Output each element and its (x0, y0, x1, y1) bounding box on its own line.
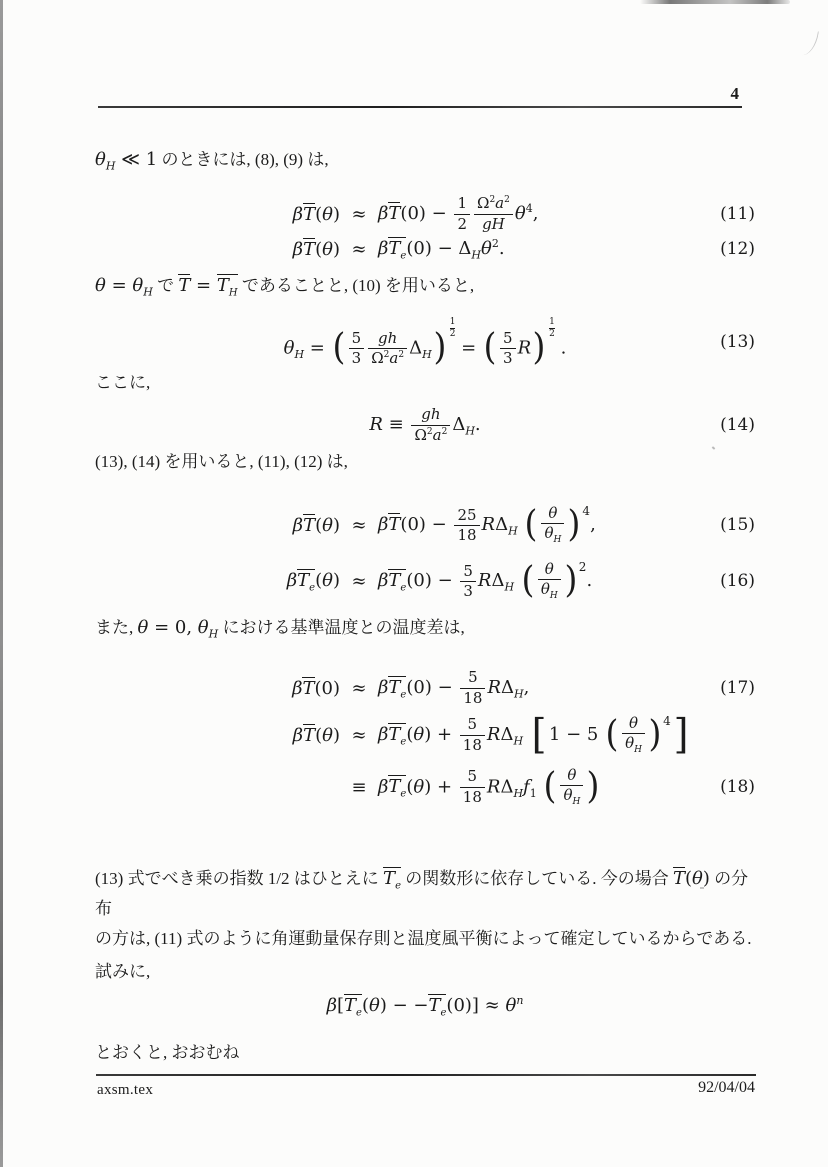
equation-number-15: (15) (720, 515, 755, 535)
equation-number-14: (14) (720, 415, 755, 435)
paragraph-here: ここに, (95, 373, 151, 392)
equation-13 (95, 314, 755, 370)
equation-number-13: (13) (720, 332, 755, 352)
equation-15-relation: ≈ (351, 514, 367, 536)
equation-number-12: (12) (720, 239, 755, 259)
footer-filename: axsm.tex (97, 1082, 154, 1098)
footer-rule (96, 1074, 756, 1076)
equation-11-lhs: βT(θ) (292, 204, 340, 225)
equation-16-lhs: $\beta T_e(\theta)$ (286, 569, 340, 594)
equation-11 (95, 188, 755, 240)
scan-artifact-page-curl (798, 29, 819, 57)
equation-18-relation-approx: ≈ (351, 724, 367, 746)
equation-number-18: (18) (720, 777, 755, 797)
equation-17 (95, 669, 755, 707)
equation-18-relation-equiv: ≡ (351, 776, 367, 798)
paragraph-discussion-line2: の方は, (11) 式のように角運動量保存則と温度風平衡によって確定しているからである. (95, 929, 752, 948)
equation-17-rhs: $\beta T_e(0)$ − $\frac{5}{18}$ $R\Delta_H$, (378, 668, 530, 707)
equation-13-body: $\theta_H$ = ( $\frac{5}{3}$ $\frac{gh}{\Omega^2a^2}$ $\Delta_H$) $\frac{1}{2}$ = ( $\frac{5}{3}$ R) $\frac{1}{2}$ . (283, 317, 567, 369)
equation-15-rhs: βT(0) − $\frac{25}{18}$ $R\Delta_H$ ( $\frac{\theta}{\theta_H}$ ) $^4$, (378, 504, 596, 546)
paragraph-discussion-line1: (13) 式でべき乗の指数 1/2 はひとえに $T_e$ の関数形に依存している. 今の場合 T(θ) の分布 (95, 868, 749, 918)
equation-15 (95, 497, 755, 553)
equation-trial-body: $\beta[T_e(\theta) - -T_e(0)] \approx \theta^n$ (326, 993, 524, 1019)
paragraph-boundary-condition: $\theta = \theta_H$ で $T = T_H$ であることと, (10) を用いると, (95, 275, 475, 299)
equation-18-rhs-line2: $\beta T_e(\theta)$ + $\frac{5}{18}$ $R\Delta_Hf_1$ ( $\frac{\theta}{\theta_H}$ ) (378, 765, 600, 807)
paragraph-discussion (95, 864, 759, 954)
paragraph-then-roughly: とおくと, おおむね (95, 1043, 240, 1062)
equation-16 (95, 553, 755, 609)
equation-number-16: (16) (720, 571, 755, 591)
equation-18-lhs: βT(θ) (292, 725, 340, 746)
equation-number-17: (17) (720, 678, 755, 698)
equation-18-line1 (95, 706, 755, 764)
paragraph-trial: 試みに, (95, 962, 151, 981)
equation-14 (95, 402, 755, 448)
equation-number-11: (11) (720, 204, 755, 224)
page-number: 4 (730, 84, 739, 103)
equation-12-relation: ≈ (351, 238, 367, 260)
footer-date: 92/04/04 (698, 1079, 755, 1096)
equation-trial (95, 992, 755, 1020)
equation-16-rhs: $\beta T_e(0)$ − $\frac{5}{3}$ $R\Delta_H$ ( $\frac{\theta}{\theta_H}$ ) $^2$. (378, 560, 593, 602)
equation-17-lhs: βT(0) (292, 678, 340, 699)
paragraph-theta-condition: $\theta_H$ ≪ 1 のときには, (8), (9) は, (95, 149, 329, 173)
paragraph-temperature-difference: また, θ = 0, $\theta_H$ における基準温度との温度差は, (95, 617, 465, 641)
equation-15-lhs: βT(θ) (292, 515, 340, 536)
equation-17-relation: ≈ (351, 677, 367, 699)
equation-14-body: R ≡ $\frac{gh}{\Omega^2a^2}$ $\Delta_H$. (369, 405, 481, 444)
equation-12-rhs: $\beta T_e(0) - \Delta_H\theta^2$. (378, 236, 505, 262)
equation-18-line2 (95, 761, 755, 813)
equation-12-lhs: βT(θ) (292, 239, 340, 260)
equation-11-relation: ≈ (351, 203, 367, 225)
scan-artifact-left-edge (0, 0, 3, 1167)
equation-12 (95, 234, 755, 264)
equation-16-relation: ≈ (351, 570, 367, 592)
header-rule (98, 106, 742, 108)
scan-artifact-top-smudge (640, 0, 790, 4)
paragraph-using-13-14: (13), (14) を用いると, (11), (12) は, (95, 452, 348, 471)
equation-11-rhs: βT(0) − $\frac{1}{2}$ $\frac{\Omega^2a^2}{gH}$ $\theta^4$, (378, 194, 539, 233)
equation-18-rhs-line1: $\beta T_e(\theta)$ + $\frac{5}{18}$ $R\Delta_H$ [ 1 − 5 ( $\frac{\theta}{\theta_H}$ ) $^4$] (378, 710, 689, 759)
